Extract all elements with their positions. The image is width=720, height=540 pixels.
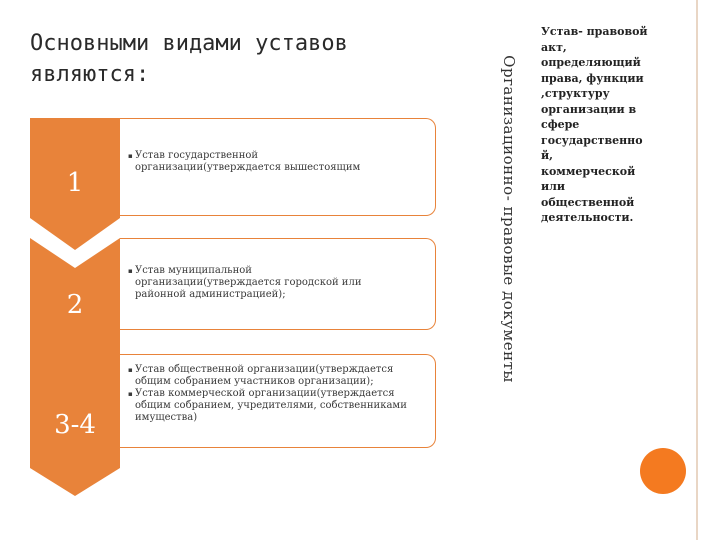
slide-title: Основными видами уставов являются:	[30, 31, 348, 87]
right-border-line	[696, 0, 698, 540]
item-text-3	[128, 364, 420, 424]
decor-circle	[640, 448, 686, 494]
bullet-1-1: ▪ Устав государственной организации(утверждается вышестоящим	[128, 150, 398, 174]
step-number-1: 1	[66, 168, 84, 198]
step-number-2: 2	[66, 290, 84, 320]
bullet-3-1: ▪ Устав общественной организации(утверждается общим собранием участников организации);	[128, 364, 420, 388]
side-definition: Устав- правовой акт, определяющий права, функции ,структуру организации в сфере государственно й, коммерческой или общественной деятельности.	[541, 25, 648, 224]
step-number-3: 3-4	[54, 410, 96, 440]
bullet-3-2: ▪ Устав коммерческой организации(утверждается общим собранием, учредителями, собственниками имущества)	[128, 388, 420, 424]
item-text-1	[128, 150, 398, 174]
vertical-label	[494, 30, 524, 408]
vertical-label-text: Организационно- правовые документы	[500, 55, 518, 383]
item-text-2	[128, 265, 398, 301]
bullet-2-1: ▪ Устав муниципальной организации(утверждается городской или районной администрацией);	[128, 265, 398, 301]
